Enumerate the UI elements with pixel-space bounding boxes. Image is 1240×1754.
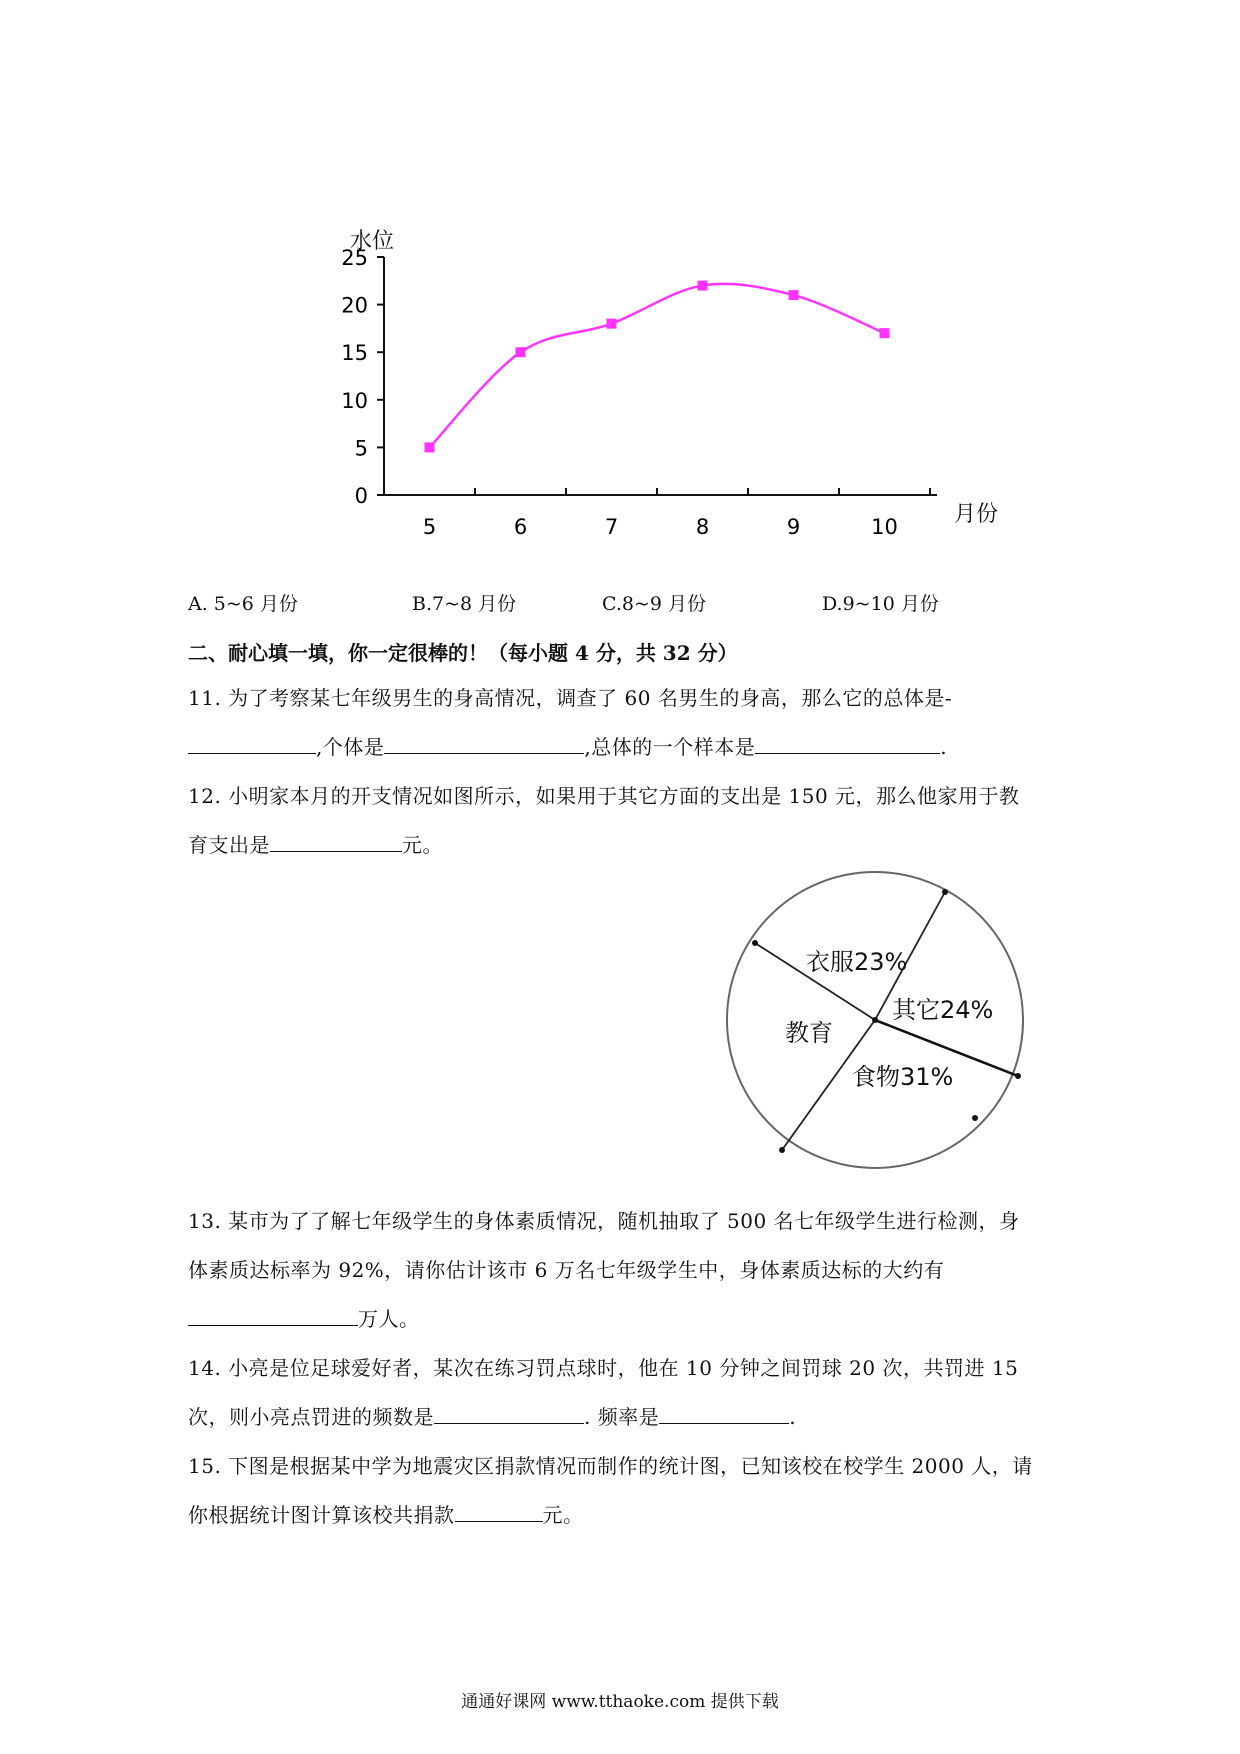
q14-line2 [188, 1405, 796, 1429]
q15-blank[interactable] [455, 1503, 543, 1522]
y-tick-labels [341, 246, 384, 508]
q12-text2: 元。 [402, 833, 443, 857]
data-point [516, 347, 526, 357]
y-tick-label: 10 [341, 388, 368, 413]
pie-label-clothes: 衣服23% [806, 948, 908, 976]
x-tick-label: 9 [786, 515, 801, 539]
x-tick-label: 7 [604, 515, 619, 539]
q11-blank-individual[interactable] [384, 735, 584, 754]
q12-line2 [188, 833, 443, 857]
pie-dot [1015, 1073, 1021, 1079]
data-point [880, 328, 890, 338]
q11-text1: ,个体是 [316, 735, 385, 759]
y-tick-label: 15 [341, 341, 368, 366]
pie-dot [872, 1017, 878, 1023]
q13-line1: 13. 某市为了了解七年级学生的身体素质情况，随机抽取了 500 名七年级学生进行检测，身 [188, 1209, 1020, 1233]
q15-line1: 15. 下图是根据某中学为地震灾区捐款情况而制作的统计图，已知该校在校学生 2000 人，请 [188, 1454, 1033, 1478]
q15-text2: 元。 [542, 1503, 584, 1527]
x-tick-label: 6 [513, 515, 528, 539]
q11-text3: . [940, 735, 948, 759]
section-title: 二、耐心填一填，你一定很棒的！（每小题 4 分，共 32 分） [188, 641, 738, 665]
pie-label-food: 食物31% [852, 1063, 954, 1091]
q14-blank-rate[interactable] [659, 1405, 789, 1424]
option-d: D.9~10 月份 [822, 593, 939, 615]
q11-text2: ,总体的一个样本是 [584, 735, 756, 759]
q11-line1: 11. 为了考察某七年级男生的身高情况，调查了 60 名男生的身高，那么它的总体是- [188, 686, 953, 710]
series-line [430, 284, 885, 447]
q12-blank[interactable] [270, 833, 402, 852]
water-level-chart [320, 225, 1020, 545]
q15-text1: 你根据统计图计算该校共捐款 [188, 1503, 455, 1527]
y-tick-label: 5 [354, 436, 368, 461]
option-c: C.8~9 月份 [602, 593, 707, 615]
footer: 通通好课网 www.tthaoke.com 提供下载 [461, 1692, 779, 1712]
x-tick-label: 8 [695, 515, 710, 539]
option-a: A. 5~6 月份 [188, 593, 298, 615]
q12-line1: 12. 小明家本月的开支情况如图所示，如果用于其它方面的支出是 150 元，那么他家用于教 [188, 784, 1020, 808]
q15-line2 [188, 1503, 584, 1527]
q12-text1: 育支出是 [188, 833, 270, 857]
q14-line1: 14. 小亮是位足球爱好者，某次在练习罚点球时，他在 10 分钟之间罚球 20 次，共罚进 15 [188, 1356, 1019, 1380]
pie-dot [942, 889, 948, 895]
q13-text1: 万人。 [358, 1307, 420, 1331]
x-tick-label: 10 [871, 515, 898, 539]
expense-pie-chart [710, 870, 1040, 1180]
q11-blank-total[interactable] [188, 735, 316, 754]
x-tick-label: 5 [422, 515, 437, 539]
q14-blank-frequency[interactable] [434, 1405, 584, 1424]
q14-text1: 次，则小亮点罚进的频数是 [188, 1405, 434, 1429]
data-point [425, 442, 435, 452]
data-point [789, 290, 799, 300]
x-axis-label: 月份 [954, 502, 999, 527]
q11-blank-sample[interactable] [755, 735, 940, 754]
data-point [607, 319, 617, 329]
pie-label-other: 其它24% [892, 996, 994, 1024]
q13-line2: 体素质达标率为 92%，请你估计该市 6 万名七年级学生中，身体素质达标的大约有 [188, 1258, 945, 1282]
pie-dot [752, 940, 758, 946]
pie-label-education: 教育 [785, 1019, 833, 1047]
y-tick-label: 0 [354, 484, 368, 508]
q13-blank[interactable] [188, 1307, 358, 1326]
q13-line3 [188, 1307, 420, 1331]
option-b: B.7~8 月份 [412, 593, 517, 615]
y-tick-label: 20 [341, 293, 368, 318]
q14-text3: . [789, 1405, 797, 1429]
q14-text2: . 频率是 [584, 1405, 660, 1429]
data-point [698, 281, 708, 291]
y-tick-label: 25 [341, 246, 368, 270]
q11-line2 [188, 735, 947, 759]
pie-dot [779, 1147, 785, 1153]
pie-dot [972, 1115, 978, 1121]
y-axis-label: 水位 [350, 229, 395, 254]
